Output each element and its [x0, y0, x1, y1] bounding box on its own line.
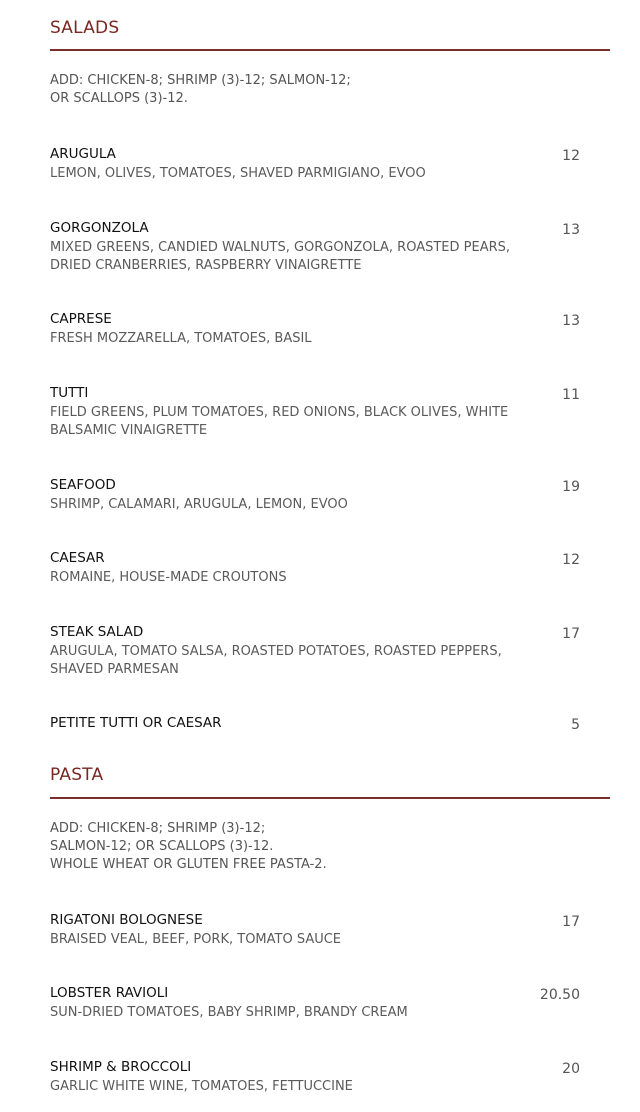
- menu-item-gorgonzola: [50, 219, 580, 275]
- pasta-add-ons-note: [50, 820, 390, 874]
- item-description: ROMAINE, HOUSE-MADE CROUTONS: [50, 570, 287, 585]
- item-description: FIELD GREENS, PLUM TOMATOES, RED ONIONS, BLACK OLIVES, WHITE BALSAMIC VINAIGRETTE: [50, 405, 509, 438]
- section-divider: [50, 797, 610, 799]
- item-name: STEAK SALAD: [50, 624, 144, 640]
- menu-item-seafood: [50, 476, 580, 514]
- item-description: GARLIC WHITE WINE, TOMATOES, FETTUCCINE: [50, 1079, 353, 1094]
- item-description: SHRIMP, CALAMARI, ARUGULA, LEMON, EVOO: [50, 497, 348, 512]
- item-price: 17: [562, 914, 580, 930]
- item-price: 5: [571, 717, 580, 733]
- section-title-pasta: PASTA: [50, 765, 104, 785]
- menu-item-tutti: [50, 384, 580, 440]
- item-price: 12: [562, 148, 580, 164]
- item-name: LOBSTER RAVIOLI: [50, 985, 169, 1001]
- note-line: SALMON-12; OR SCALLOPS (3)-12.: [50, 839, 274, 854]
- note-line: WHOLE WHEAT OR GLUTEN FREE PASTA-2.: [50, 857, 327, 872]
- item-name: GORGONZOLA: [50, 220, 149, 236]
- item-name: SHRIMP & BROCCOLI: [50, 1059, 192, 1075]
- menu-item-rigatoni-bolognese: [50, 911, 580, 949]
- item-description: MIXED GREENS, CANDIED WALNUTS, GORGONZOLA, ROASTED PEARS, DRIED CRANBERRIES, RASPBERRY VINAIGRETTE: [50, 240, 511, 273]
- note-line: ADD: CHICKEN-8; SHRIMP (3)-12;: [50, 821, 266, 836]
- item-description: ARUGULA, TOMATO SALSA, ROASTED POTATOES, ROASTED PEPPERS, SHAVED PARMESAN: [50, 644, 502, 677]
- menu-item-lobster-ravioli: [50, 984, 580, 1022]
- item-price: 13: [562, 222, 580, 238]
- item-price: 17: [562, 626, 580, 642]
- item-name: CAPRESE: [50, 311, 112, 327]
- item-price: 20.50: [539, 987, 580, 1003]
- item-description: LEMON, OLIVES, TOMATOES, SHAVED PARMIGIANO, EVOO: [50, 166, 426, 181]
- menu-item-petite-tutti-or-caesar: [50, 714, 580, 732]
- note-line: ADD: CHICKEN-8; SHRIMP (3)-12; SALMON-12;: [50, 73, 351, 88]
- item-name: SEAFOOD: [50, 477, 116, 493]
- item-name: ARUGULA: [50, 146, 116, 162]
- item-name: TUTTI: [50, 385, 89, 401]
- menu-item-caesar: [50, 549, 580, 587]
- item-name: CAESAR: [50, 550, 105, 566]
- menu-item-steak-salad: [50, 623, 580, 679]
- item-name: RIGATONI BOLOGNESE: [50, 912, 203, 928]
- item-description: FRESH MOZZARELLA, TOMATOES, BASIL: [50, 331, 312, 346]
- item-price: 13: [562, 313, 580, 329]
- item-price: 20: [562, 1061, 580, 1077]
- menu-item-arugula: [50, 145, 580, 183]
- section-divider: [50, 49, 610, 51]
- item-name: PETITE TUTTI OR CAESAR: [50, 715, 222, 731]
- item-price: 11: [562, 387, 580, 403]
- salads-add-ons-note: [50, 72, 390, 108]
- note-line: OR SCALLOPS (3)-12.: [50, 91, 188, 106]
- item-price: 12: [562, 552, 580, 568]
- item-description: SUN-DRIED TOMATOES, BABY SHRIMP, BRANDY CREAM: [50, 1005, 408, 1020]
- item-description: BRAISED VEAL, BEEF, PORK, TOMATO SAUCE: [50, 932, 342, 947]
- menu-item-shrimp-and-broccoli: [50, 1058, 580, 1096]
- item-price: 19: [562, 479, 580, 495]
- menu-item-caprese: [50, 310, 580, 348]
- section-title-salads: SALADS: [50, 18, 120, 38]
